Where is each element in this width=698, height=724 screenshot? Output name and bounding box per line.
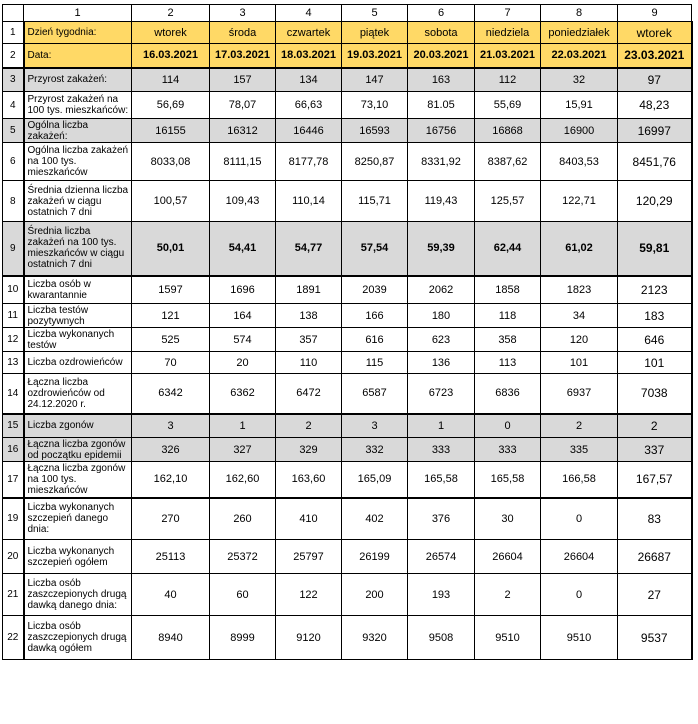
- table-row: [3, 304, 692, 328]
- table-row: [3, 44, 692, 68]
- value-cell: 0: [541, 574, 618, 616]
- table-row: [3, 143, 692, 181]
- value-cell: 0: [541, 498, 618, 540]
- row-number: 3: [3, 68, 24, 92]
- row-label: Dzień tygodnia:: [24, 22, 132, 44]
- value-cell: 16446: [276, 119, 342, 143]
- value-cell: 165,09: [342, 462, 408, 498]
- value-cell: 26687: [618, 540, 692, 574]
- value-cell: 9320: [342, 616, 408, 660]
- row-label: Ogólna liczba zakażeń:: [24, 119, 132, 143]
- value-cell: 22.03.2021: [541, 44, 618, 68]
- value-cell: 16756: [408, 119, 475, 143]
- row-label: Liczba osób w kwarantannie: [24, 276, 132, 304]
- value-cell: 525: [132, 328, 210, 352]
- value-cell: 27: [618, 574, 692, 616]
- value-cell: 0: [475, 414, 541, 438]
- value-cell: 165,58: [408, 462, 475, 498]
- value-cell: czwartek: [276, 22, 342, 44]
- value-cell: 20: [210, 352, 276, 374]
- table-row: [3, 276, 692, 304]
- table-row: [3, 222, 692, 276]
- value-cell: 163,60: [276, 462, 342, 498]
- value-cell: 163: [408, 68, 475, 92]
- value-cell: 337: [618, 438, 692, 462]
- value-cell: 6362: [210, 374, 276, 414]
- row-label: Łączna liczba ozdrowieńców od 24.12.2020 r.: [24, 374, 132, 414]
- value-cell: 138: [276, 304, 342, 328]
- row-number: 2: [3, 44, 24, 68]
- value-cell: 25797: [276, 540, 342, 574]
- value-cell: 260: [210, 498, 276, 540]
- table-row: [3, 68, 692, 92]
- value-cell: sobota: [408, 22, 475, 44]
- value-cell: 26604: [475, 540, 541, 574]
- value-cell: 60: [210, 574, 276, 616]
- value-cell: 18.03.2021: [276, 44, 342, 68]
- value-cell: 616: [342, 328, 408, 352]
- value-cell: 9510: [475, 616, 541, 660]
- row-label: Data:: [24, 44, 132, 68]
- row-label: Przyrost zakażeń:: [24, 68, 132, 92]
- value-cell: środa: [210, 22, 276, 44]
- value-cell: niedziela: [475, 22, 541, 44]
- row-number: 13: [3, 352, 24, 374]
- covid-stats-table: [2, 4, 693, 660]
- value-cell: 119,43: [408, 181, 475, 222]
- row-label: Łączna liczba zgonów od początku epidemii: [24, 438, 132, 462]
- column-header: 8: [541, 5, 618, 22]
- value-cell: 40: [132, 574, 210, 616]
- value-cell: 1: [210, 414, 276, 438]
- value-cell: 19.03.2021: [342, 44, 408, 68]
- value-cell: 20.03.2021: [408, 44, 475, 68]
- value-cell: 115,71: [342, 181, 408, 222]
- value-cell: 167,57: [618, 462, 692, 498]
- value-cell: 101: [541, 352, 618, 374]
- value-cell: 16312: [210, 119, 276, 143]
- row-label: Średnia dzienna liczba zakażeń w ciągu ostatnich 7 dni: [24, 181, 132, 222]
- value-cell: 8387,62: [475, 143, 541, 181]
- table-row: [3, 462, 692, 498]
- row-number: 1: [3, 22, 24, 44]
- value-cell: 8111,15: [210, 143, 276, 181]
- value-cell: 410: [276, 498, 342, 540]
- row-number: 11: [3, 304, 24, 328]
- value-cell: 114: [132, 68, 210, 92]
- value-cell: 8403,53: [541, 143, 618, 181]
- value-cell: 1858: [475, 276, 541, 304]
- value-cell: 2: [475, 574, 541, 616]
- value-cell: 16900: [541, 119, 618, 143]
- value-cell: 8177,78: [276, 143, 342, 181]
- value-cell: 183: [618, 304, 692, 328]
- row-label: Liczba testów pozytywnych: [24, 304, 132, 328]
- table-row: [3, 616, 692, 660]
- value-cell: 9510: [541, 616, 618, 660]
- row-number: 8: [3, 181, 24, 222]
- value-cell: 2039: [342, 276, 408, 304]
- value-cell: 113: [475, 352, 541, 374]
- row-label: Liczba osób zaszczepionych drugą dawką danego dnia:: [24, 574, 132, 616]
- table-row: [3, 540, 692, 574]
- value-cell: 8940: [132, 616, 210, 660]
- table-row: [3, 498, 692, 540]
- table-row: [3, 352, 692, 374]
- value-cell: 56,69: [132, 92, 210, 119]
- value-cell: 110,14: [276, 181, 342, 222]
- row-label: Ogólna liczba zakażeń na 100 tys. mieszkańców: [24, 143, 132, 181]
- row-label: Liczba wykonanych szczepień ogółem: [24, 540, 132, 574]
- value-cell: 2062: [408, 276, 475, 304]
- column-header: 4: [276, 5, 342, 22]
- value-cell: 54,77: [276, 222, 342, 276]
- value-cell: 30: [475, 498, 541, 540]
- value-cell: 6587: [342, 374, 408, 414]
- row-label: Liczba wykonanych szczepień danego dnia:: [24, 498, 132, 540]
- value-cell: 78,07: [210, 92, 276, 119]
- table-row: [3, 22, 692, 44]
- value-cell: 81.05: [408, 92, 475, 119]
- value-cell: 9537: [618, 616, 692, 660]
- value-cell: 120: [541, 328, 618, 352]
- column-header-row: [3, 5, 692, 22]
- row-number: 17: [3, 462, 24, 498]
- value-cell: 6723: [408, 374, 475, 414]
- value-cell: 115: [342, 352, 408, 374]
- value-cell: 59,39: [408, 222, 475, 276]
- value-cell: 62,44: [475, 222, 541, 276]
- value-cell: 166,58: [541, 462, 618, 498]
- value-cell: 2: [618, 414, 692, 438]
- value-cell: 164: [210, 304, 276, 328]
- value-cell: 25372: [210, 540, 276, 574]
- row-label: Przyrost zakażeń na 100 tys. mieszkańców:: [24, 92, 132, 119]
- value-cell: 646: [618, 328, 692, 352]
- value-cell: 101: [618, 352, 692, 374]
- table-row: [3, 92, 692, 119]
- value-cell: 270: [132, 498, 210, 540]
- value-cell: 125,57: [475, 181, 541, 222]
- value-cell: 70: [132, 352, 210, 374]
- value-cell: 333: [475, 438, 541, 462]
- row-number: 5: [3, 119, 24, 143]
- value-cell: 180: [408, 304, 475, 328]
- column-header: 2: [132, 5, 210, 22]
- row-number: 9: [3, 222, 24, 276]
- value-cell: 15,91: [541, 92, 618, 119]
- value-cell: 54,41: [210, 222, 276, 276]
- value-cell: 6342: [132, 374, 210, 414]
- value-cell: 2: [276, 414, 342, 438]
- value-cell: 162,10: [132, 462, 210, 498]
- value-cell: 3: [342, 414, 408, 438]
- column-header: 1: [24, 5, 132, 22]
- value-cell: 357: [276, 328, 342, 352]
- column-header: 9: [618, 5, 692, 22]
- value-cell: 120,29: [618, 181, 692, 222]
- value-cell: 1: [408, 414, 475, 438]
- value-cell: 109,43: [210, 181, 276, 222]
- value-cell: 6472: [276, 374, 342, 414]
- column-header: 7: [475, 5, 541, 22]
- value-cell: 8999: [210, 616, 276, 660]
- value-cell: 16593: [342, 119, 408, 143]
- value-cell: 32: [541, 68, 618, 92]
- value-cell: piątek: [342, 22, 408, 44]
- value-cell: 1597: [132, 276, 210, 304]
- row-number: 6: [3, 143, 24, 181]
- value-cell: 16.03.2021: [132, 44, 210, 68]
- value-cell: 623: [408, 328, 475, 352]
- value-cell: 200: [342, 574, 408, 616]
- row-number: 22: [3, 616, 24, 660]
- value-cell: 97: [618, 68, 692, 92]
- value-cell: 7038: [618, 374, 692, 414]
- value-cell: 21.03.2021: [475, 44, 541, 68]
- value-cell: 2123: [618, 276, 692, 304]
- value-cell: 61,02: [541, 222, 618, 276]
- value-cell: 8250,87: [342, 143, 408, 181]
- value-cell: 3: [132, 414, 210, 438]
- value-cell: 2: [541, 414, 618, 438]
- value-cell: 66,63: [276, 92, 342, 119]
- value-cell: 165,58: [475, 462, 541, 498]
- value-cell: 1823: [541, 276, 618, 304]
- value-cell: 8451,76: [618, 143, 692, 181]
- value-cell: 9508: [408, 616, 475, 660]
- value-cell: 59,81: [618, 222, 692, 276]
- row-number: 21: [3, 574, 24, 616]
- value-cell: 26574: [408, 540, 475, 574]
- value-cell: 358: [475, 328, 541, 352]
- row-number: 15: [3, 414, 24, 438]
- value-cell: 83: [618, 498, 692, 540]
- value-cell: 157: [210, 68, 276, 92]
- value-cell: 26199: [342, 540, 408, 574]
- row-number: 10: [3, 276, 24, 304]
- value-cell: 1891: [276, 276, 342, 304]
- value-cell: 376: [408, 498, 475, 540]
- value-cell: 100,57: [132, 181, 210, 222]
- value-cell: 34: [541, 304, 618, 328]
- row-number: 4: [3, 92, 24, 119]
- value-cell: 8033,08: [132, 143, 210, 181]
- value-cell: 9120: [276, 616, 342, 660]
- row-number: 16: [3, 438, 24, 462]
- table-row: [3, 414, 692, 438]
- value-cell: 50,01: [132, 222, 210, 276]
- value-cell: 122: [276, 574, 342, 616]
- table-row: [3, 119, 692, 143]
- row-number: 19: [3, 498, 24, 540]
- value-cell: 55,69: [475, 92, 541, 119]
- value-cell: 122,71: [541, 181, 618, 222]
- value-cell: 110: [276, 352, 342, 374]
- table-row: [3, 374, 692, 414]
- value-cell: 335: [541, 438, 618, 462]
- table-row: [3, 328, 692, 352]
- value-cell: 332: [342, 438, 408, 462]
- value-cell: 6836: [475, 374, 541, 414]
- value-cell: 166: [342, 304, 408, 328]
- row-label: Liczba osób zaszczepionych drugą dawką ogółem: [24, 616, 132, 660]
- value-cell: 1696: [210, 276, 276, 304]
- value-cell: 48,23: [618, 92, 692, 119]
- row-label: Średnia liczba zakażeń na 100 tys. mieszkańców w ciągu ostatnich 7 dni: [24, 222, 132, 276]
- value-cell: 193: [408, 574, 475, 616]
- value-cell: 25113: [132, 540, 210, 574]
- value-cell: 162,60: [210, 462, 276, 498]
- value-cell: 112: [475, 68, 541, 92]
- value-cell: 574: [210, 328, 276, 352]
- value-cell: 136: [408, 352, 475, 374]
- value-cell: 16868: [475, 119, 541, 143]
- row-number: 14: [3, 374, 24, 414]
- value-cell: 6937: [541, 374, 618, 414]
- value-cell: 333: [408, 438, 475, 462]
- row-label: Liczba ozdrowieńców: [24, 352, 132, 374]
- column-header: 5: [342, 5, 408, 22]
- row-number: 20: [3, 540, 24, 574]
- value-cell: 17.03.2021: [210, 44, 276, 68]
- value-cell: 121: [132, 304, 210, 328]
- value-cell: 326: [132, 438, 210, 462]
- table-row: [3, 574, 692, 616]
- value-cell: 402: [342, 498, 408, 540]
- value-cell: 57,54: [342, 222, 408, 276]
- value-cell: 73,10: [342, 92, 408, 119]
- table-row: [3, 438, 692, 462]
- value-cell: 16155: [132, 119, 210, 143]
- row-label: Łączna liczba zgonów na 100 tys. mieszkańców: [24, 462, 132, 498]
- value-cell: 16997: [618, 119, 692, 143]
- column-header: 3: [210, 5, 276, 22]
- value-cell: 118: [475, 304, 541, 328]
- row-number: 12: [3, 328, 24, 352]
- value-cell: wtorek: [618, 22, 692, 44]
- value-cell: 329: [276, 438, 342, 462]
- value-cell: 26604: [541, 540, 618, 574]
- value-cell: 134: [276, 68, 342, 92]
- value-cell: wtorek: [132, 22, 210, 44]
- row-label: Liczba zgonów: [24, 414, 132, 438]
- value-cell: 23.03.2021: [618, 44, 692, 68]
- value-cell: 8331,92: [408, 143, 475, 181]
- table-row: [3, 181, 692, 222]
- corner-cell: [3, 5, 24, 22]
- column-header: 6: [408, 5, 475, 22]
- value-cell: 327: [210, 438, 276, 462]
- value-cell: poniedziałek: [541, 22, 618, 44]
- row-label: Liczba wykonanych testów: [24, 328, 132, 352]
- value-cell: 147: [342, 68, 408, 92]
